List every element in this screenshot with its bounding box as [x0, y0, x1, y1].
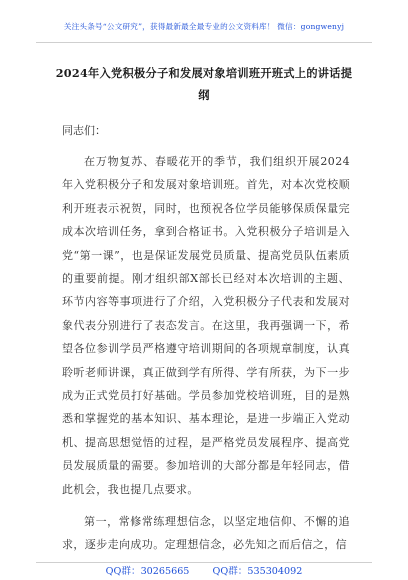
paragraph-2: 第一，常修常练理想信念，以坚定地信仰、不懈的追求，逐步走向成功。定理想信念，必先知之而后信之，信 [62, 515, 350, 552]
header-divider [36, 42, 372, 43]
salutation: 同志们： [62, 124, 106, 137]
document-title: 2024年入党积极分子和发展对象培训班开班式上的讲话提纲 [55, 66, 353, 102]
footer-qq-group-2: QQ群：535304092 [212, 566, 303, 577]
footer [0, 563, 408, 577]
paragraph-1: 在万物复苏、春暖花开的季节，我们组织开展2024年入党积极分子和发展对象培训班。首先，对本次党校顺利开班表示祝贺，同时，也预祝各位学员能够保质保量完成本次培训任务，拿到合格证书。入党积极分子培训是入党“第一课”，也是保证发展党员质量、提高党员队伍素质的重要前提。刚才组织部X部长已经对本次培训的主题、环节内容等事项进行了介绍，入党积极分子代表和发展对象代表分别进行了表态发言。在这里，我再强调一下，希望各位参训学员严格遵守培训期间的各项规章制度，认真聆听老师讲课，真正做到学有所得、学有所获，为下一步成为正式党员打好基础。学员参加党校培训班，目的是熟悉和掌握党的基本知识、基本理论，是进一步端正入党动机、提高思想觉悟的过程，是严格党员发展程序、提高党员发展质量的需要。参加培训的大部分都是年轻同志，借此机会，我也提几点要求。 [62, 155, 350, 496]
header-banner: 关注头条号“公文研究”，获得最新最全最专业的公文资料库！ 微信：gongwenyj [63, 22, 345, 31]
footer-qq-group-1: QQ群：30265665 [105, 566, 190, 577]
